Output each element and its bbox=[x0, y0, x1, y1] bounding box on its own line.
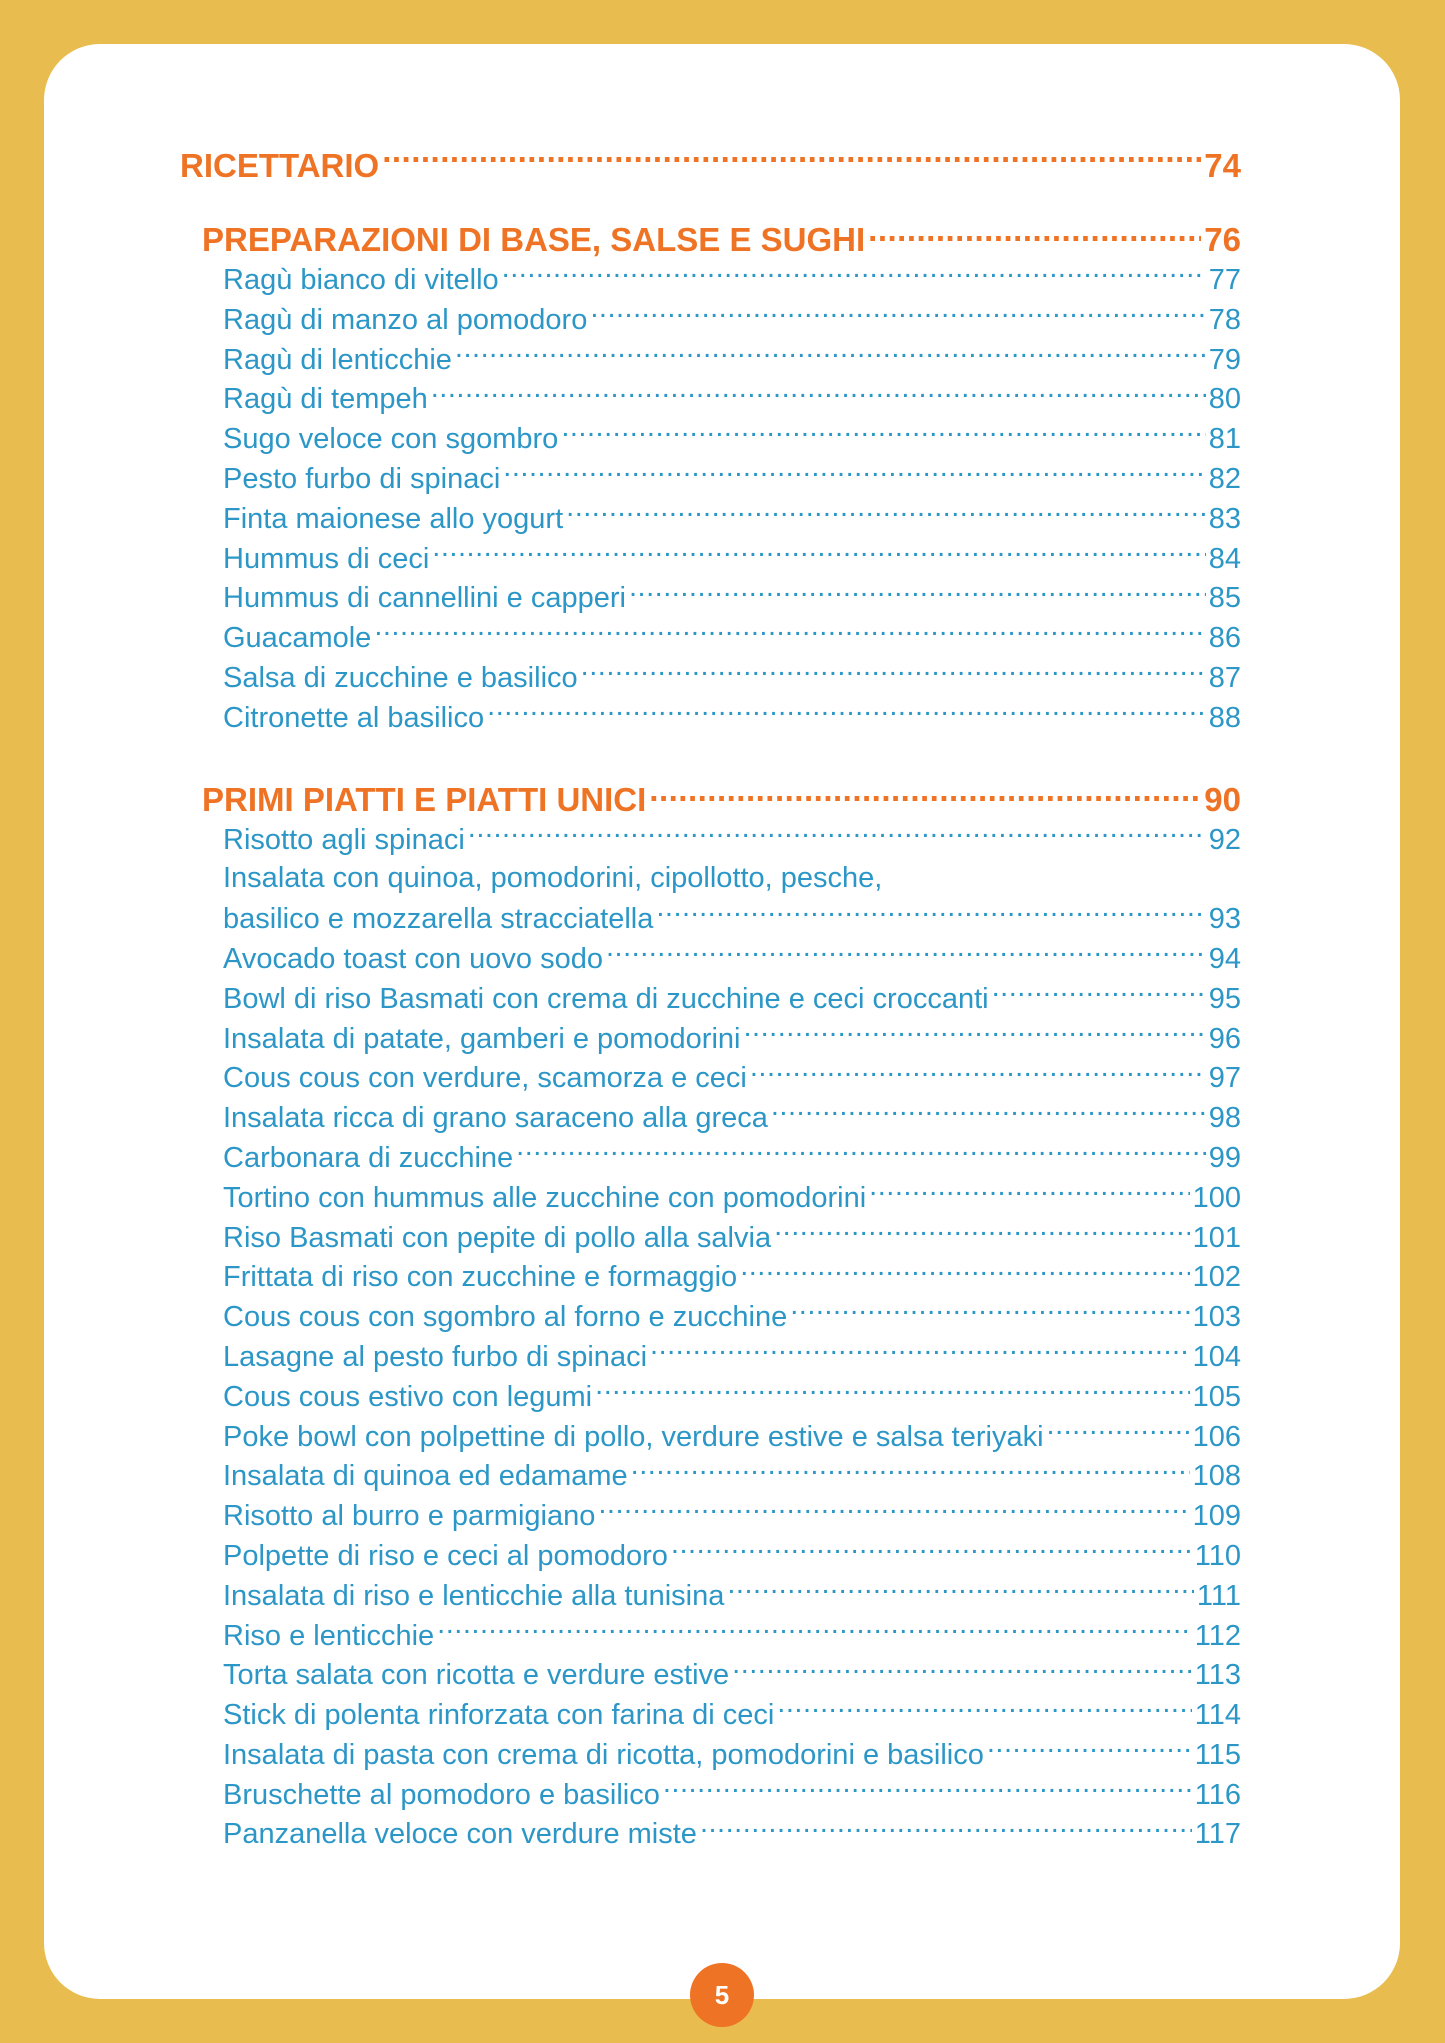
toc-entry[interactable] bbox=[180, 1297, 1241, 1337]
dot-leader bbox=[516, 1138, 1206, 1167]
dot-leader bbox=[382, 144, 1201, 177]
toc-entry[interactable] bbox=[180, 658, 1241, 698]
dot-leader bbox=[671, 1536, 1192, 1565]
entry-page: 109 bbox=[1192, 1500, 1241, 1533]
entry-page: 101 bbox=[1192, 1221, 1241, 1254]
toc-entry[interactable] bbox=[180, 618, 1241, 658]
dot-leader bbox=[502, 260, 1206, 289]
toc-entry[interactable] bbox=[180, 939, 1241, 979]
entry-title: Cous cous estivo con legumi bbox=[223, 1380, 593, 1413]
entry-title: Polpette di riso e ceci al pomodoro bbox=[223, 1539, 668, 1572]
entry-title: Ragù di manzo al pomodoro bbox=[223, 303, 588, 336]
entry-page: 94 bbox=[1208, 942, 1241, 975]
toc-entry[interactable] bbox=[180, 1775, 1241, 1815]
toc-entry[interactable] bbox=[180, 1655, 1241, 1695]
dot-leader bbox=[487, 698, 1206, 727]
toc-main-heading[interactable] bbox=[180, 140, 1241, 192]
toc-section-heading[interactable] bbox=[180, 778, 1241, 820]
entry-title: Carbonara di zucchine bbox=[223, 1141, 514, 1174]
dot-leader bbox=[740, 1257, 1189, 1286]
toc-entry[interactable] bbox=[180, 899, 1241, 939]
entry-page: 95 bbox=[1208, 982, 1241, 1015]
toc-entry[interactable] bbox=[180, 459, 1241, 499]
toc-entry[interactable] bbox=[180, 1377, 1241, 1417]
toc-entry[interactable] bbox=[180, 979, 1241, 1019]
toc-entry-line[interactable]: Insalata con quinoa, pomodorini, cipollotto, pesche, bbox=[223, 862, 883, 895]
entry-title: Avocado toast con uovo sodo bbox=[223, 942, 603, 975]
entry-title: Ragù di tempeh bbox=[223, 383, 428, 416]
dot-leader bbox=[992, 979, 1206, 1008]
dot-leader bbox=[777, 1695, 1191, 1724]
entry-page: 77 bbox=[1208, 264, 1241, 296]
dot-leader bbox=[650, 1337, 1190, 1366]
dot-leader bbox=[790, 1297, 1189, 1326]
entry-title: Insalata di riso e lenticchie alla tunisina bbox=[223, 1579, 725, 1612]
toc-section-heading[interactable] bbox=[180, 218, 1241, 260]
toc-entry[interactable] bbox=[180, 300, 1241, 340]
entry-page: 105 bbox=[1192, 1380, 1241, 1413]
entry-page: 106 bbox=[1192, 1420, 1241, 1453]
dot-leader bbox=[663, 1775, 1192, 1804]
entry-title: Risotto agli spinaci bbox=[223, 823, 465, 856]
toc-entry[interactable] bbox=[180, 698, 1241, 738]
entry-title: Cous cous con sgombro al forno e zucchine bbox=[223, 1301, 788, 1334]
toc-entry[interactable] bbox=[180, 1178, 1241, 1218]
dot-leader bbox=[503, 459, 1205, 488]
entry-title: Risotto al burro e parmigiano bbox=[223, 1500, 596, 1533]
entry-title: Stick di polenta rinforzata con farina di ceci bbox=[223, 1699, 775, 1732]
toc-entry[interactable] bbox=[180, 1456, 1241, 1496]
entry-title: Tortino con hummus alle zucchine con pomodorini bbox=[223, 1181, 867, 1214]
entry-page: 104 bbox=[1192, 1340, 1241, 1373]
entry-page: 84 bbox=[1208, 542, 1241, 575]
entry-page: 87 bbox=[1208, 661, 1241, 694]
dot-leader bbox=[868, 218, 1201, 251]
toc-entry[interactable] bbox=[180, 260, 1241, 300]
toc-entry[interactable] bbox=[180, 379, 1241, 419]
dot-leader bbox=[732, 1655, 1192, 1684]
dot-leader bbox=[606, 939, 1206, 968]
entry-page: 80 bbox=[1208, 383, 1241, 416]
entry-page: 111 bbox=[1196, 1579, 1241, 1612]
entry-title: Cous cous con verdure, scamorza e ceci bbox=[223, 1062, 747, 1095]
entry-page: 92 bbox=[1208, 823, 1241, 856]
entry-page: 99 bbox=[1208, 1141, 1241, 1174]
toc-entry[interactable] bbox=[180, 1218, 1241, 1258]
toc-entry[interactable] bbox=[180, 820, 1241, 860]
entry-page: 98 bbox=[1208, 1102, 1241, 1135]
dot-leader bbox=[432, 539, 1205, 568]
toc-entry[interactable] bbox=[180, 539, 1241, 579]
toc-entry[interactable] bbox=[180, 1576, 1241, 1616]
toc-entry[interactable] bbox=[180, 1814, 1241, 1854]
entry-title: Guacamole bbox=[223, 622, 372, 655]
dot-leader bbox=[468, 820, 1206, 849]
toc-entry[interactable] bbox=[180, 499, 1241, 539]
toc-entry[interactable] bbox=[180, 1616, 1241, 1656]
entry-page: 115 bbox=[1194, 1738, 1241, 1771]
entry-title: Insalata di patate, gamberi e pomodorini bbox=[223, 1022, 741, 1055]
entry-title: Torta salata con ricotta e verdure estive bbox=[223, 1659, 730, 1692]
entry-title: Sugo veloce con sgombro bbox=[223, 423, 559, 456]
entry-page: 97 bbox=[1208, 1062, 1241, 1095]
dot-leader bbox=[590, 300, 1205, 329]
entry-page: 112 bbox=[1194, 1619, 1241, 1652]
entry-page: 78 bbox=[1208, 303, 1241, 336]
entry-title: Frittata di riso con zucchine e formaggio bbox=[223, 1261, 738, 1294]
entry-title: Riso Basmati con pepite di pollo alla salvia bbox=[223, 1221, 772, 1254]
entry-page: 103 bbox=[1192, 1301, 1241, 1334]
entry-title: Panzanella veloce con verdure miste bbox=[223, 1818, 697, 1851]
dot-leader bbox=[374, 618, 1205, 647]
entry-page: 79 bbox=[1208, 343, 1241, 376]
dot-leader bbox=[750, 1058, 1206, 1087]
dot-leader bbox=[1047, 1417, 1190, 1446]
entry-page: 116 bbox=[1194, 1778, 1241, 1811]
toc-main-title: RICETTARIO bbox=[180, 147, 380, 184]
entry-page: 114 bbox=[1194, 1699, 1241, 1732]
entry-page: 86 bbox=[1208, 622, 1241, 655]
dot-leader bbox=[649, 778, 1201, 811]
entry-page: 96 bbox=[1208, 1022, 1241, 1055]
toc-entry[interactable] bbox=[180, 1337, 1241, 1377]
dot-leader bbox=[629, 578, 1206, 607]
dot-leader bbox=[656, 899, 1205, 928]
entry-page: 108 bbox=[1192, 1460, 1241, 1493]
dot-leader bbox=[869, 1178, 1189, 1207]
entry-title: Ragù bianco di vitello bbox=[223, 264, 499, 296]
toc-entry[interactable] bbox=[180, 1257, 1241, 1297]
dot-leader bbox=[727, 1576, 1194, 1605]
toc-entry[interactable] bbox=[180, 578, 1241, 618]
toc-entry[interactable] bbox=[180, 1138, 1241, 1178]
toc-entry[interactable] bbox=[180, 419, 1241, 459]
dot-leader bbox=[774, 1218, 1190, 1247]
section-page: 76 bbox=[1204, 221, 1241, 258]
entry-title: Salsa di zucchine e basilico bbox=[223, 661, 578, 694]
toc-entry[interactable] bbox=[180, 1496, 1241, 1536]
page-number-badge: 5 bbox=[690, 1963, 754, 2027]
dot-leader bbox=[561, 419, 1205, 448]
entry-page: 117 bbox=[1194, 1818, 1241, 1851]
toc-entry[interactable] bbox=[180, 340, 1241, 380]
toc-entry[interactable] bbox=[180, 1417, 1241, 1457]
entry-title: basilico e mozzarella stracciatella bbox=[223, 903, 654, 936]
dot-leader bbox=[431, 379, 1206, 408]
entry-page: 100 bbox=[1192, 1181, 1241, 1214]
entry-title: Ragù di lenticchie bbox=[223, 343, 452, 376]
toc-entry[interactable] bbox=[180, 1058, 1241, 1098]
table-of-contents bbox=[180, 140, 1241, 1854]
entry-title: Poke bowl con polpettine di pollo, verdure estive e salsa teriyaki bbox=[223, 1420, 1044, 1453]
toc-entry[interactable] bbox=[180, 1098, 1241, 1138]
entry-page: 85 bbox=[1208, 582, 1241, 615]
dot-leader bbox=[631, 1456, 1190, 1485]
entry-title: Riso e lenticchie bbox=[223, 1619, 435, 1652]
entry-title: Insalata di pasta con crema di ricotta, pomodorini e basilico bbox=[223, 1738, 984, 1771]
entry-title: Citronette al basilico bbox=[223, 701, 485, 734]
entry-page: 83 bbox=[1208, 502, 1241, 535]
toc-entry[interactable] bbox=[180, 1019, 1241, 1059]
entry-page: 88 bbox=[1208, 701, 1241, 734]
dot-leader bbox=[455, 340, 1206, 369]
entry-title: Hummus di ceci bbox=[223, 542, 430, 575]
dot-leader bbox=[581, 658, 1206, 687]
dot-leader bbox=[437, 1616, 1192, 1645]
dot-leader bbox=[566, 499, 1206, 528]
entry-page: 102 bbox=[1192, 1261, 1241, 1294]
entry-page: 110 bbox=[1194, 1539, 1241, 1572]
entry-page: 113 bbox=[1194, 1659, 1241, 1692]
dot-leader bbox=[743, 1019, 1205, 1048]
entry-title: Bruschette al pomodoro e basilico bbox=[223, 1778, 660, 1811]
section-title: PRIMI PIATTI E PIATTI UNICI bbox=[202, 780, 647, 818]
toc-main-page: 74 bbox=[1204, 147, 1241, 184]
dot-leader bbox=[700, 1814, 1192, 1843]
entry-title: Finta maionese allo yogurt bbox=[223, 502, 564, 535]
toc-entry[interactable] bbox=[180, 1536, 1241, 1576]
dot-leader bbox=[987, 1735, 1192, 1764]
toc-entry[interactable] bbox=[180, 1695, 1241, 1735]
entry-title: Lasagne al pesto furbo di spinaci bbox=[223, 1340, 648, 1373]
section-title: PREPARAZIONI DI BASE, SALSE E SUGHI bbox=[202, 221, 866, 258]
entry-page: 81 bbox=[1208, 423, 1241, 456]
entry-title: Hummus di cannellini e capperi bbox=[223, 582, 626, 615]
entry-title: Insalata ricca di grano saraceno alla greca bbox=[223, 1102, 768, 1135]
entry-title: Pesto furbo di spinaci bbox=[223, 462, 501, 495]
entry-title: Insalata di quinoa ed edamame bbox=[223, 1460, 628, 1493]
entry-page: 93 bbox=[1208, 903, 1241, 936]
dot-leader bbox=[598, 1496, 1189, 1525]
section-page: 90 bbox=[1204, 780, 1241, 818]
toc-entry[interactable] bbox=[180, 1735, 1241, 1775]
dot-leader bbox=[771, 1098, 1206, 1127]
entry-page: 82 bbox=[1208, 462, 1241, 495]
dot-leader bbox=[595, 1377, 1189, 1406]
entry-title: Bowl di riso Basmati con crema di zucchine e ceci croccanti bbox=[223, 982, 989, 1015]
